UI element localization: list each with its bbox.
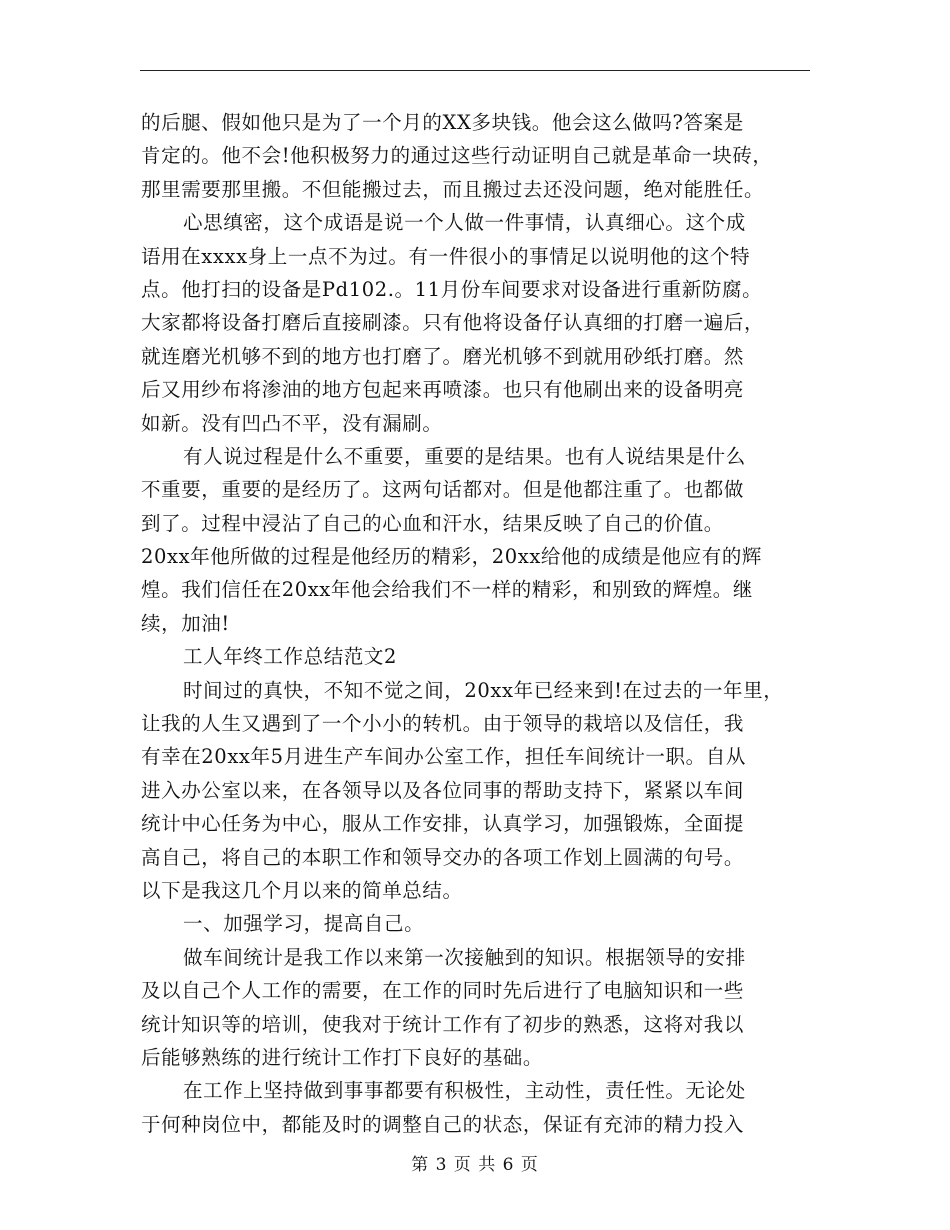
text-line: 时间过的真快，不知不觉之间，20xx年已经来到!在过去的一年里，	[183, 678, 784, 702]
text-line: 20xx年他所做的过程是他经历的精彩，20xx给他的成绩是他应有的辉	[141, 545, 763, 569]
text-line: 肯定的。他不会!他积极努力的通过这些行动证明自己就是革命一块砖，	[141, 144, 773, 168]
text-line: 于何种岗位中，都能及时的调整自己的状态，保证有充沛的精力投入	[141, 1112, 745, 1136]
text-line: 高自己，将自己的本职工作和领导交办的各项工作划上圆满的句号。	[141, 845, 745, 869]
text-line: 做车间统计是我工作以来第一次接触到的知识。根据领导的安排	[183, 945, 746, 969]
text-line: 的后腿、假如他只是为了一个月的XX多块钱。他会这么做吗?答案是	[141, 111, 744, 134]
text-line: 如新。没有凹凸不平，没有漏刷。	[141, 411, 443, 435]
page-footer: 第 3 页 共 6 页	[411, 1155, 539, 1175]
text-line: 煌。我们信任在20xx年他会给我们不一样的精彩，和别致的辉煌。继	[141, 578, 754, 602]
text-line: 心思缜密，这个成语是说一个人做一件事情，认真细心。这个成	[183, 211, 746, 235]
text-line: 续，加油!	[141, 611, 230, 635]
text-line: 在工作上坚持做到事事都要有积极性，主动性，责任性。无论处	[183, 1079, 746, 1103]
text-line: 统计知识等的培训，使我对于统计工作有了初步的熟悉，这将对我以	[141, 1012, 745, 1036]
text-line: 有幸在20xx年5月进生产车间办公室工作，担任车间统计一职。自从	[141, 745, 746, 769]
text-line: 及以自己个人工作的需要，在工作的同时先后进行了电脑知识和一些	[141, 979, 745, 1003]
header-rule	[140, 70, 810, 71]
text-line: 后又用纱布将渗油的地方包起来再喷漆。也只有他刷出来的设备明亮	[141, 378, 745, 402]
text-line: 不重要，重要的是经历了。这两句话都对。但是他都注重了。也都做	[141, 478, 745, 502]
text-line: 工人年终工作总结范文2	[183, 645, 398, 669]
text-line: 统计中心任务为中心，服从工作安排，认真学习，加强锻炼，全面提	[141, 812, 745, 836]
text-line: 后能够熟练的进行统计工作打下良好的基础。	[141, 1045, 544, 1069]
document-body	[141, 106, 831, 1141]
text-line: 有人说过程是什么不重要，重要的是结果。也有人说结果是什么	[183, 444, 746, 468]
text-line: 进入办公室以来，在各领导以及各位同事的帮助支持下，紧紧以车间	[141, 778, 745, 802]
text-line: 就连磨光机够不到的地方也打磨了。磨光机够不到就用砂纸打磨。然	[141, 344, 745, 368]
text-line: 让我的人生又遇到了一个小小的转机。由于领导的栽培以及信任，我	[141, 712, 745, 736]
text-line: 一、加强学习，提高自己。	[183, 912, 425, 936]
text-line: 那里需要那里搬。不但能搬过去，而且搬过去还没问题，绝对能胜任。	[141, 177, 765, 201]
text-line: 以下是我这几个月以来的简单总结。	[141, 878, 463, 902]
text-line: 语用在xxxx身上一点不为过。有一件很小的事情足以说明他的这个特	[141, 244, 751, 268]
text-line: 大家都将设备打磨后直接刷漆。只有他将设备仔认真细的打磨一遍后，	[141, 311, 765, 335]
text-line: 到了。过程中浸沾了自己的心血和汗水，结果反映了自己的价值。	[141, 511, 724, 535]
text-line: 点。他打扫的设备是Pd102.。11月份车间要求对设备进行重新防腐。	[141, 277, 763, 301]
